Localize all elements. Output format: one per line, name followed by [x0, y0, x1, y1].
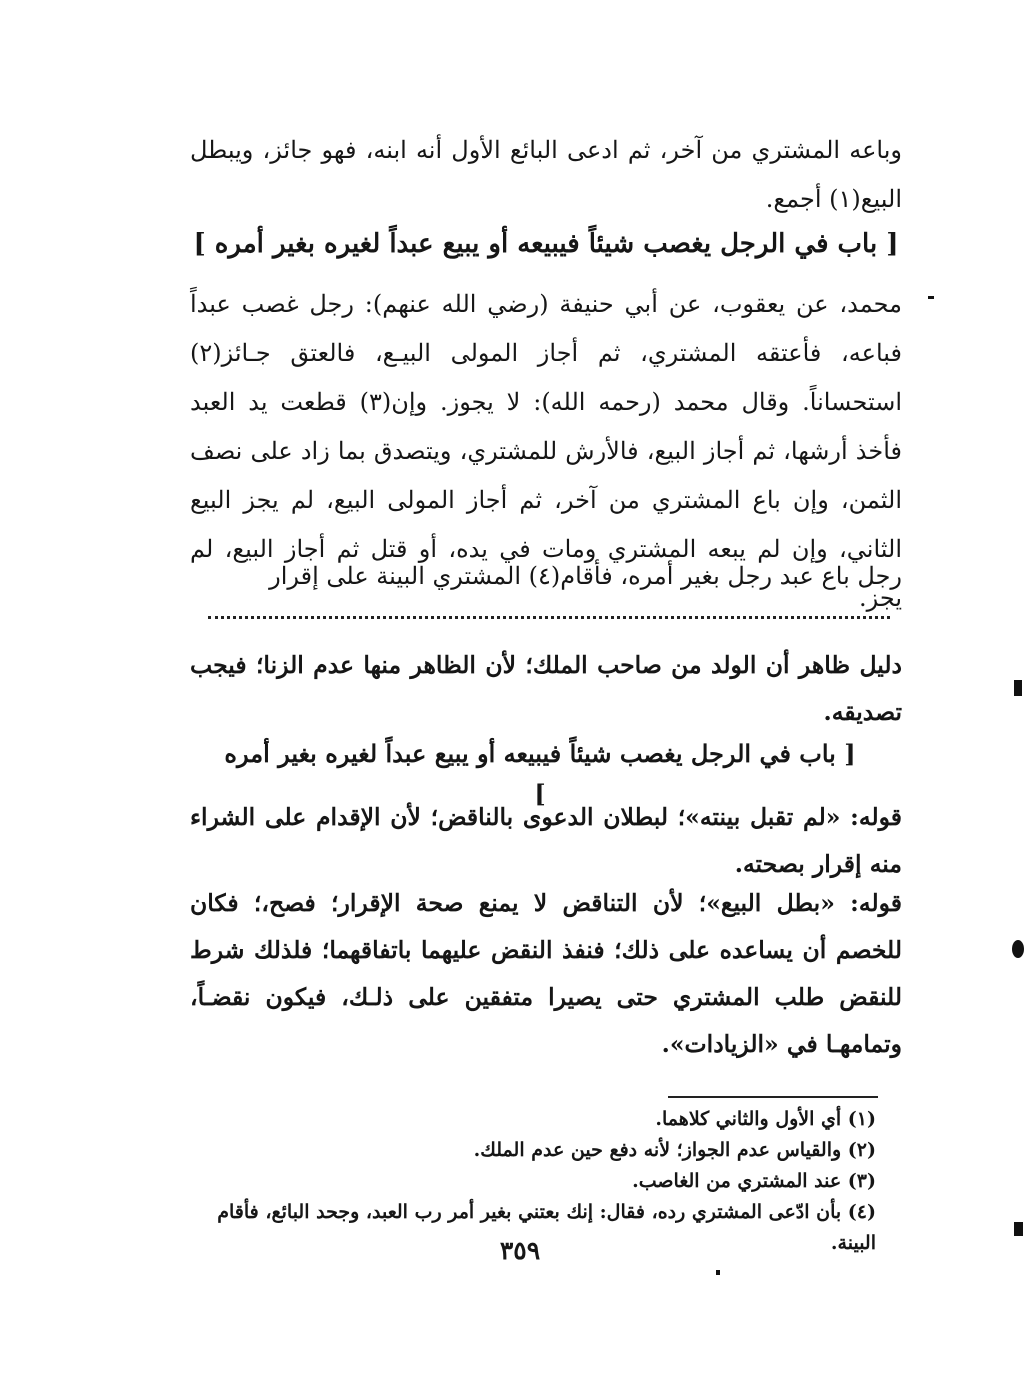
scan-mark	[928, 296, 934, 299]
main-paragraph-1: محمد، عن يعقوب، عن أبي حنيفة (رضي الله عنهم): رجل غصب عبداً فباعه، فأعتقه المشتري، ثم أجاز المولى البيـع، فالعتق جـائز(٢) استحساناً. وقال محمد (رحمه الله): لا يجوز. وإن(٣) قطعت يد العبد فأخذ أرشها، ثم أجاز البيع، فالأرش للمشتري، ويتصدق بما زاد على نصف الثمن، وإن باع المشتري من آخر، ثم أجاز المولى البيع، لم يجز البيع الثاني، وإن لم يبعه المشتري ومات في يده، أو قتل ثم أجاز البيع، لم يجز.	[190, 290, 903, 612]
scan-mark	[1014, 1222, 1023, 1236]
scan-mark	[1012, 940, 1024, 958]
footnote-item: (٢) والقياس عدم الجواز؛ لأنه دفع حين عدم الملك.	[473, 1139, 876, 1161]
separator-dotted-line	[208, 616, 890, 619]
footnote-item: (١) أي الأول والثاني كلاهما.	[655, 1108, 876, 1130]
scan-mark	[716, 1270, 720, 1275]
chapter-heading: [ باب في الرجل يغصب شيئاً فيبيعه أو يبيع عبداً لغيره بغير أمره ]	[193, 229, 899, 259]
main-paragraph-2: رجل باع عبد رجل بغير أمره، فأقام(٤) المشتري البينة على إقرار	[269, 562, 902, 590]
commentary-continuation: دليل ظاهر أن الولد من صاحب الملك؛ لأن الظاهر منها عدم الزنا؛ فيجب تصديقه.	[190, 651, 902, 726]
footnote-item: (٣) عند المشتري من الغاصب.	[632, 1170, 876, 1192]
scan-mark	[1014, 680, 1022, 696]
footnote-item: (٤) بأن ادّعى المشتري رده، فقال: إنك بعتني بغير أمر رب العبد، وجحد البائع، فأقام البينة.	[217, 1201, 876, 1254]
commentary-heading: [ باب في الرجل يغصب شيئاً فيبيعه أو يبيع عبداً لغيره بغير أمره ]	[224, 739, 856, 808]
commentary-note-1: قوله: «لم تقبل بينته»؛ لبطلان الدعوى بالناقض؛ لأن الإقدام على الشراء منه إقرار بصحته.	[190, 803, 902, 878]
page-number: ٣٥٩	[499, 1236, 541, 1265]
footnote-rule	[668, 1096, 878, 1098]
top-paragraph: وباعه المشتري من آخر، ثم ادعى البائع الأول أنه ابنه، فهو جائز، ويبطل البيع(١) أجمع.	[190, 136, 902, 213]
commentary-note-2: قوله: «بطل البيع»؛ لأن التناقض لا يمنع صحة الإقرار؛ فصح،؛ فكان للخصم أن يساعده على ذلك؛ فنفذ النقض عليهما باتفاقهما؛ فلذلك شرط للنقض طلب المشتري حتى يصيرا متفقين على ذلـك، فيكون نقضـاً، وتمامهـا في «الزيادات».	[190, 889, 902, 1058]
